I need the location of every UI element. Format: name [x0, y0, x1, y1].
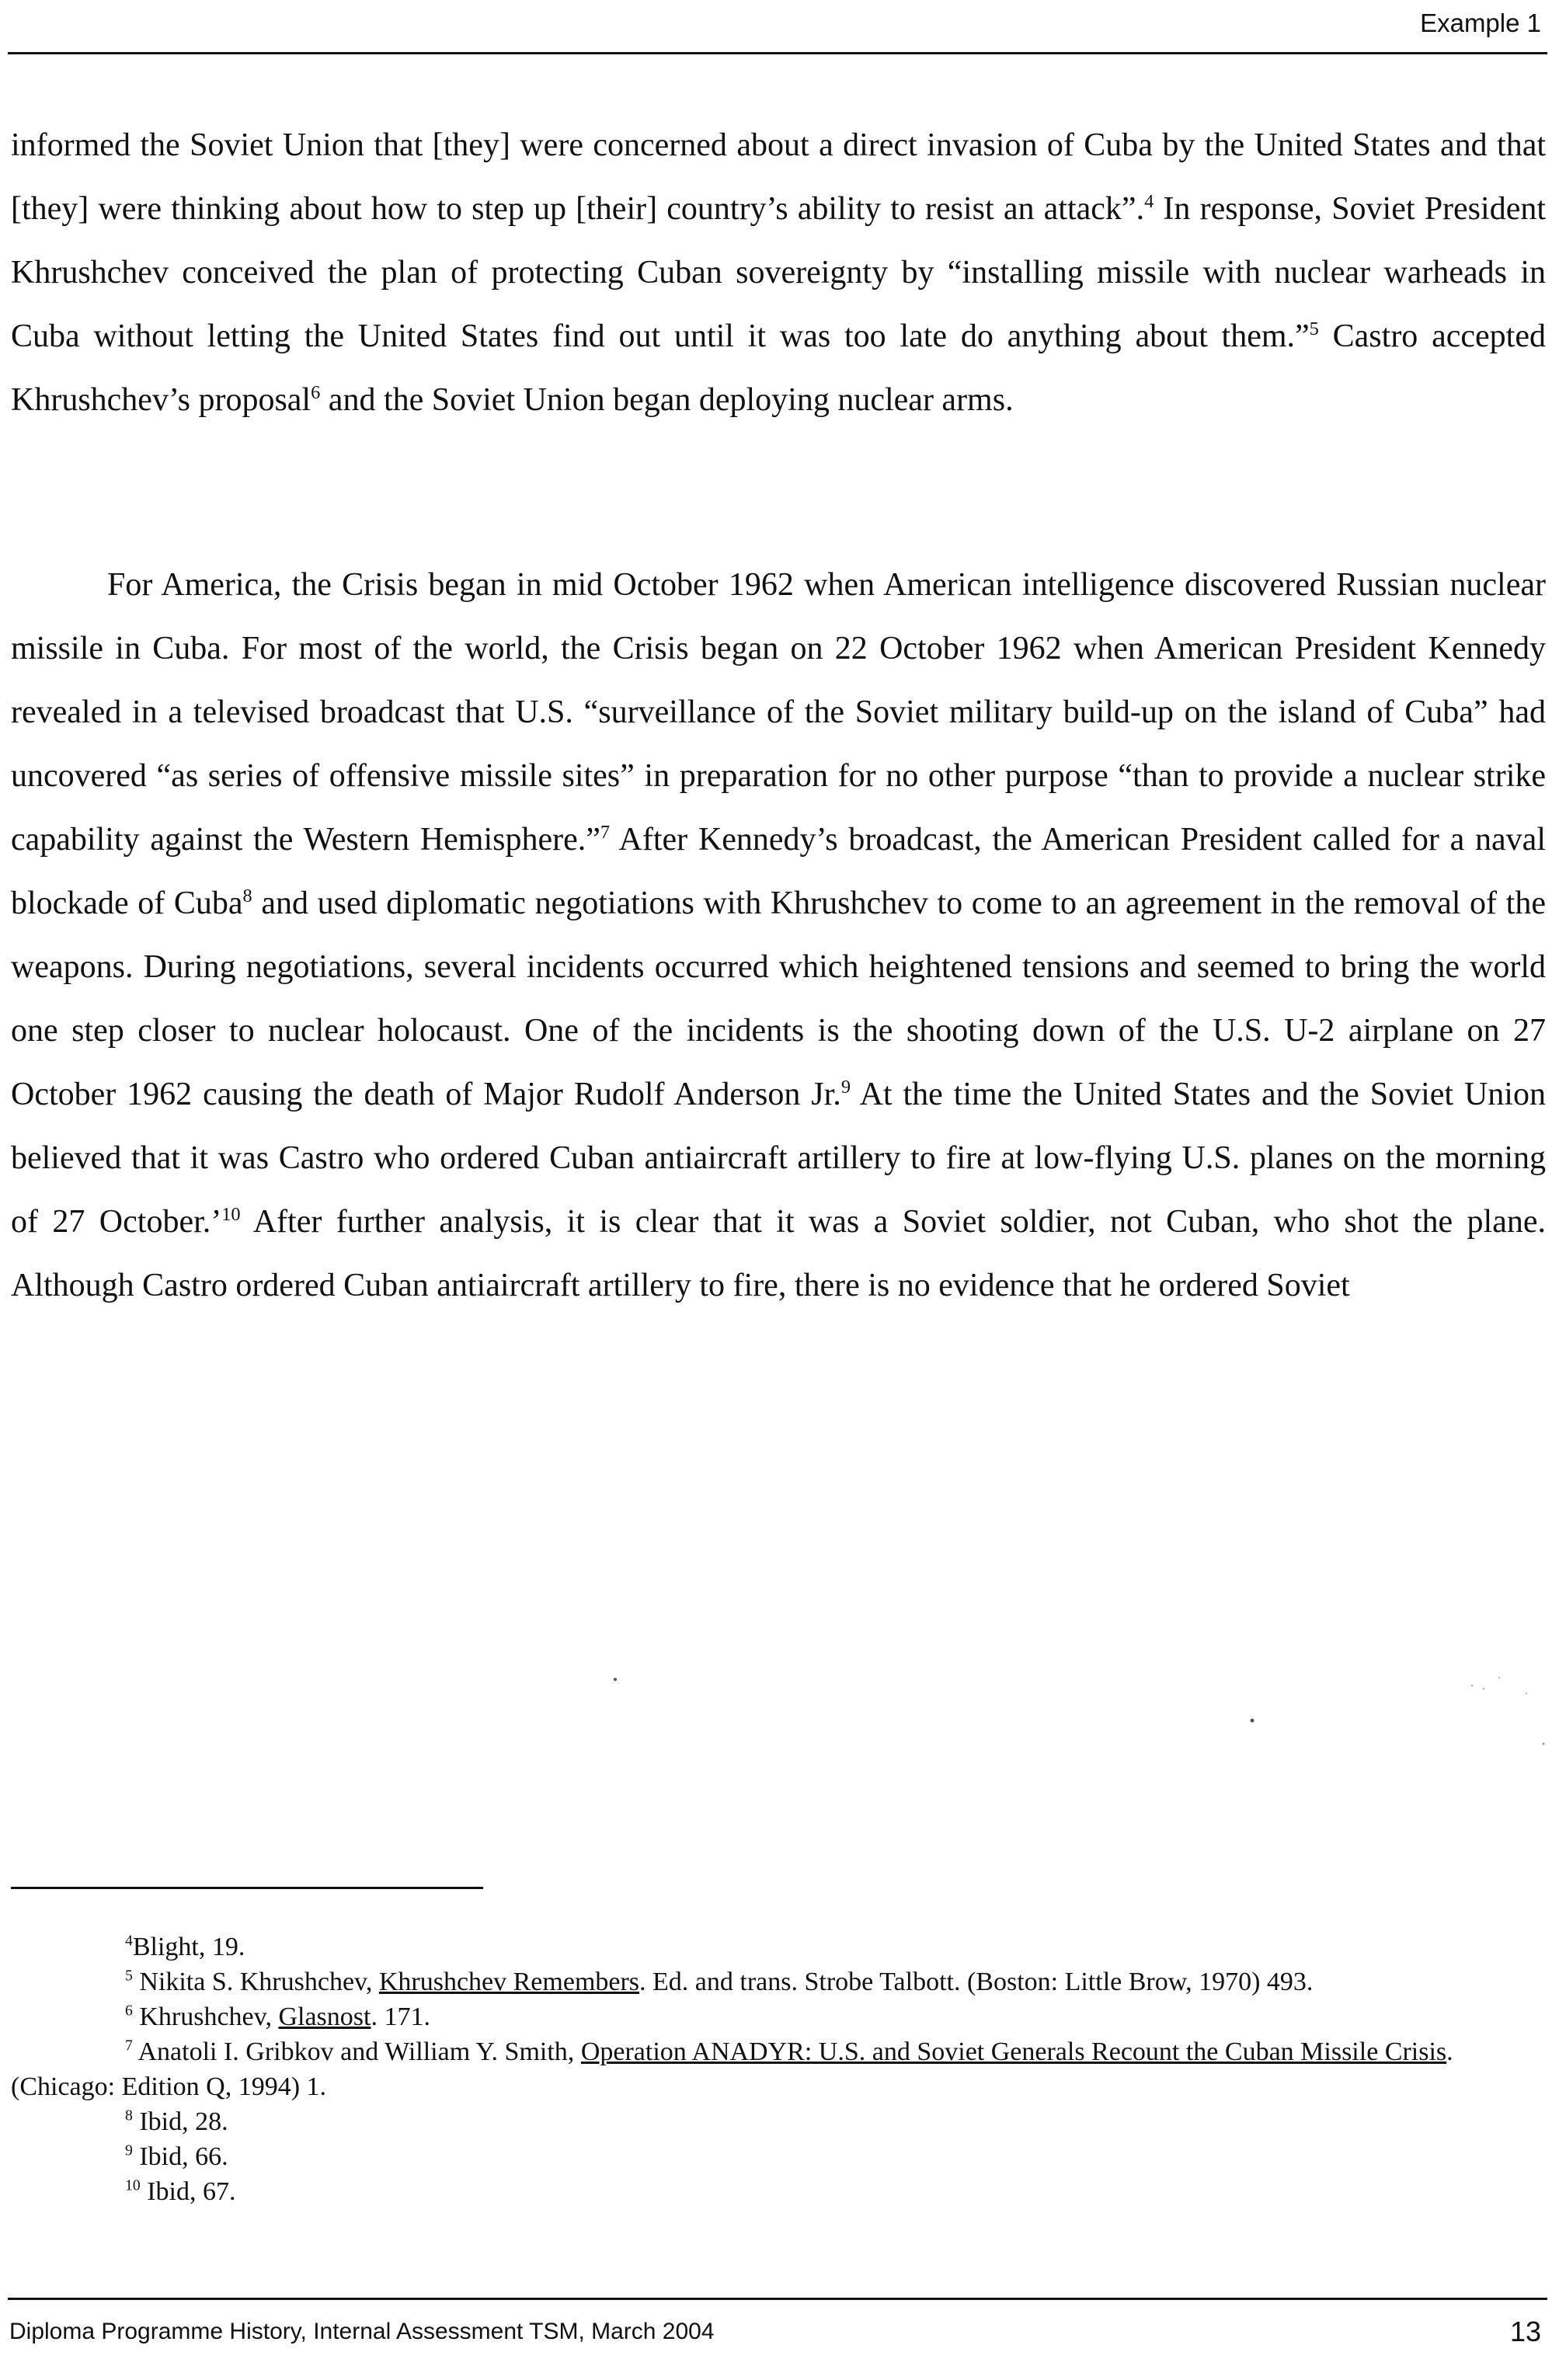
footnote-text: Ibid, 66. [139, 2142, 228, 2171]
footnote-8 [11, 2104, 1546, 2139]
footnote-ref-5: 5 [1309, 318, 1319, 339]
footnote-9 [11, 2139, 1546, 2174]
body-paragraph-1 [11, 113, 1546, 432]
para2-text-3: and used diplomatic negotiations with Khrushchev to come to an agreement in the removal of the weapons. During negotiations, several incidents occurred which heightened tensions and seemed to bring the world one step closer to nuclear holocaust. One of the incidents is the shooting down of the U.S. U-2 airplane on 27 October 1962 causing the death of Major Rudolf Anderson Jr. [11, 886, 1546, 1112]
footnote-text: Ibid, 28. [139, 2107, 228, 2136]
footnote-text: Khrushchev, [139, 2002, 279, 2031]
footnote-5 [11, 1964, 1546, 1999]
footnote-text: Anatoli I. Gribkov and William Y. Smith, [137, 2037, 581, 2066]
page-header [8, 6, 1547, 54]
footnote-text: Nikita S. Khrushchev, [139, 1968, 379, 1996]
footnote-10 [11, 2174, 1546, 2209]
scan-specks [606, 1670, 1554, 1872]
footnote-number: 5 [125, 1967, 133, 1985]
footnote-ref-8: 8 [242, 886, 252, 906]
footnote-ref-4: 4 [1144, 191, 1154, 212]
footnote-text: Blight, 19. [132, 1933, 245, 1961]
footnote-text: . Ed. and trans. Strobe Talbott. (Boston: Little Brow, 1970) 493. [639, 1968, 1314, 1996]
footnote-number: 10 [125, 2176, 141, 2194]
footnote-6 [11, 1999, 1546, 2034]
footnote-text: . 171. [371, 2002, 430, 2031]
footnote-text: Ibid, 67. [147, 2177, 236, 2206]
page-footer [8, 2298, 1547, 2352]
para1-text-4: and the Soviet Union began deploying nuclear arms. [320, 382, 1014, 418]
footer-course-info: Diploma Programme History, Internal Assessment TSM, March 2004 [9, 2319, 715, 2344]
footnote-title: Operation ANADYR: U.S. and Soviet Generals Recount the Cuban Missile Crisis [580, 2037, 1447, 2066]
footnote-text: . (Chicago: Edition Q, 1994) 1. [11, 2037, 1453, 2101]
body-paragraph-2 [11, 553, 1546, 1317]
footnotes [11, 1929, 1546, 2209]
header-label: Example 1 [1420, 9, 1541, 37]
para2-text-2: After Kennedy’s broadcast, the American President called for a naval blockade of Cuba [11, 822, 1546, 921]
page-number: 13 [1509, 2316, 1541, 2347]
footnote-ref-6: 6 [311, 382, 321, 403]
para1-text-3: Castro accepted Khrushchev’s proposal [11, 318, 1546, 418]
para2-text-4: At the time the United States and the Soviet Union believed that it was Castro who ordered Cuban antiaircraft artillery to fire at low-flying U.S. planes on the morning of 27 October.’ [11, 1077, 1546, 1240]
footnote-number: 4 [125, 1932, 133, 1950]
footnote-title: Glasnost [278, 2002, 371, 2031]
footnote-number: 9 [125, 2142, 133, 2159]
para1-text-2: In response, Soviet President Khrushchev conceived the plan of protecting Cuban sovereignty by “installing missile with nuclear warheads in Cuba without letting the United States find out until it was too late do anything about them.” [11, 191, 1547, 354]
footnote-ref-9: 9 [840, 1077, 851, 1098]
footnote-title: Khrushchev Remembers [378, 1968, 640, 1996]
footnote-ref-7: 7 [600, 822, 611, 843]
footnote-number: 8 [125, 2107, 133, 2124]
para1-text-1: informed the Soviet Union that [they] were concerned about a direct invasion of Cuba by the United States and that [they] were thinking about how to step up [their] country’s ability to resist an attack”. [11, 127, 1546, 227]
footnote-7 [11, 2034, 1546, 2104]
footnote-number: 7 [125, 2037, 133, 2055]
para2-text-5: After further analysis, it is clear that it was a Soviet soldier, not Cuban, who shot the plane. Although Castro ordered Cuban antiaircraft artillery to fire, there is no evidence that he ordered Soviet [11, 1204, 1546, 1303]
footnote-number: 6 [125, 2002, 133, 2020]
footnote-separator [11, 1887, 483, 1889]
para2-text-1: For America, the Crisis began in mid October 1962 when American intelligence discovered Russian nuclear missile in Cuba. For most of the world, the Crisis began on 22 October 1962 when American President Kennedy revealed in a televised broadcast that U.S. “surveillance of the Soviet military build-up on the island of Cuba” had uncovered “as series of offensive missile sites” in preparation for no other purpose “than to provide a nuclear strike capability against the Western Hemisphere.” [11, 567, 1546, 858]
footnote-4 [11, 1929, 1546, 1964]
footnote-ref-10: 10 [221, 1204, 241, 1225]
